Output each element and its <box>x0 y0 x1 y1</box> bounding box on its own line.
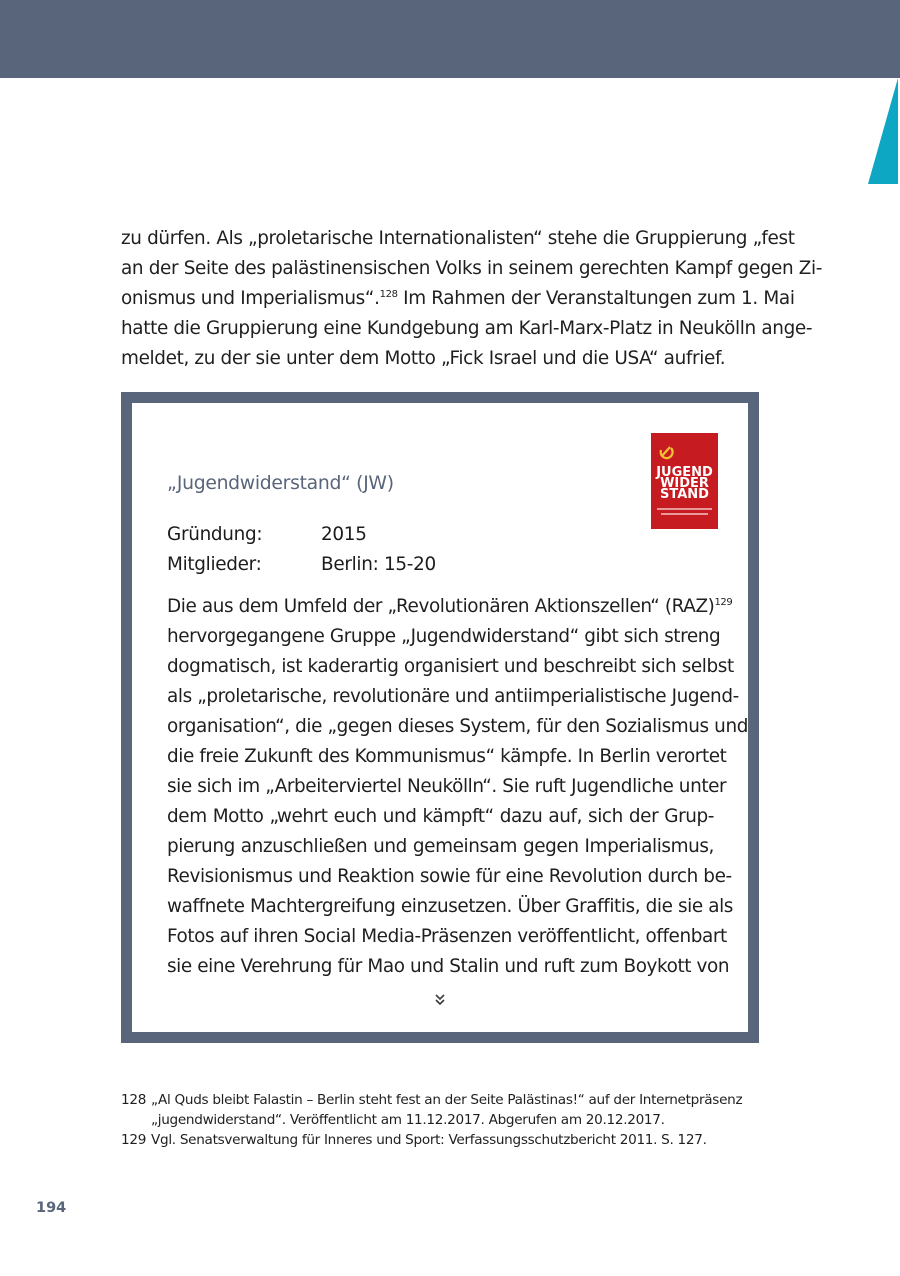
text-line: sie eine Verehrung für Mao und Stalin und ruft zum Boykott von <box>167 956 730 977</box>
text-line: sie sich im „Arbeiterviertel Neukölln“. Sie ruft Jugendliche unter <box>167 776 727 797</box>
fact-label: Gründung: <box>167 524 263 545</box>
text-line: organisation“, die „gegen dieses System, für den Sozialismus und <box>167 716 748 737</box>
fact-value: Berlin: 15-20 <box>321 554 436 575</box>
logo-line-1: JUGEND <box>656 465 713 480</box>
footnote-128 <box>121 1090 761 1130</box>
text-line: hatte die Gruppierung eine Kundgebung am Karl-Marx-Platz in Neukölln ange- <box>121 318 813 339</box>
profile-description <box>167 592 748 982</box>
fact-row-founding <box>167 520 436 550</box>
text-line: an der Seite des palästinensischen Volks in seinem gerechten Kampf gegen Zi- <box>121 258 823 279</box>
text-line: als „proletarische, revolutionäre und antiimperialistische Jugend- <box>167 686 739 707</box>
double-chevron-down-icon[interactable] <box>433 993 447 1007</box>
footnote-ref-129[interactable]: 129 <box>714 597 733 608</box>
text-line: Fotos auf ihren Social Media-Präsenzen veröffentlicht, offenbart <box>167 926 727 947</box>
fact-value: 2015 <box>321 524 367 545</box>
body-paragraph <box>121 224 823 374</box>
text-line: dogmatisch, ist kaderartig organisiert und beschreibt sich selbst <box>167 656 734 677</box>
fact-label: Mitglieder: <box>167 554 262 575</box>
footnote-number: 129 <box>121 1132 147 1148</box>
footnote-ref-128[interactable]: 128 <box>379 289 398 300</box>
footnote-text: Vgl. Senatsverwaltung für Inneres und Sport: Verfassungsschutzbericht 2011. S. 127. <box>151 1132 707 1148</box>
text-line: onismus und Imperialismus“.$^{128}$ Im Rahmen der Veranstaltungen zum 1. Mai <box>121 288 795 309</box>
text-line: zu dürfen. Als „proletarische Internationalisten“ stehe die Gruppierung „fest <box>121 228 795 249</box>
text-line: die freie Zukunft des Kommunismus“ kämpfe. In Berlin verortet <box>167 746 727 767</box>
profile-box <box>121 392 759 1043</box>
text-line: Die aus dem Umfeld der „Revolutionären Aktionszellen“ (RAZ)$^{129}$ <box>167 596 733 617</box>
footnote-129 <box>121 1130 761 1150</box>
page-number: 194 <box>36 1200 67 1216</box>
fact-list <box>167 520 436 580</box>
footnote-text: „Al Quds bleibt Falastin – Berlin steht fest an der Seite Palästinas!“ auf der Internetpräsenz „jugendwiderstand“. Veröffentlicht am 11.12.2017. Abgerufen am 20.12.2017. <box>151 1092 743 1128</box>
logo-line-2: WIDER <box>660 476 709 491</box>
header-band <box>0 0 900 78</box>
text-line: meldet, zu der sie unter dem Motto „Fick Israel und die USA“ aufrief. <box>121 348 726 369</box>
text-line: pierung anzuschließen und gemeinsam gegen Imperialismus, <box>167 836 714 857</box>
footnotes <box>121 1090 761 1150</box>
profile-title: „Jugendwiderstand“ (JW) <box>167 473 394 494</box>
fact-row-members <box>167 550 436 580</box>
logo-line-3: STAND <box>660 487 709 502</box>
text-line: waffnete Machtergreifung einzusetzen. Über Graffitis, die sie als <box>167 896 733 917</box>
footnote-number: 128 <box>121 1092 147 1108</box>
jugendwiderstand-logo <box>651 433 718 529</box>
accent-tab <box>868 78 898 184</box>
text-line: hervorgegangene Gruppe „Jugendwiderstand“ gibt sich streng <box>167 626 721 647</box>
text-line: Revisionismus und Reaktion sowie für eine Revolution durch be- <box>167 866 732 887</box>
text-line: dem Motto „wehrt euch und kämpft“ dazu auf, sich der Grup- <box>167 806 714 827</box>
